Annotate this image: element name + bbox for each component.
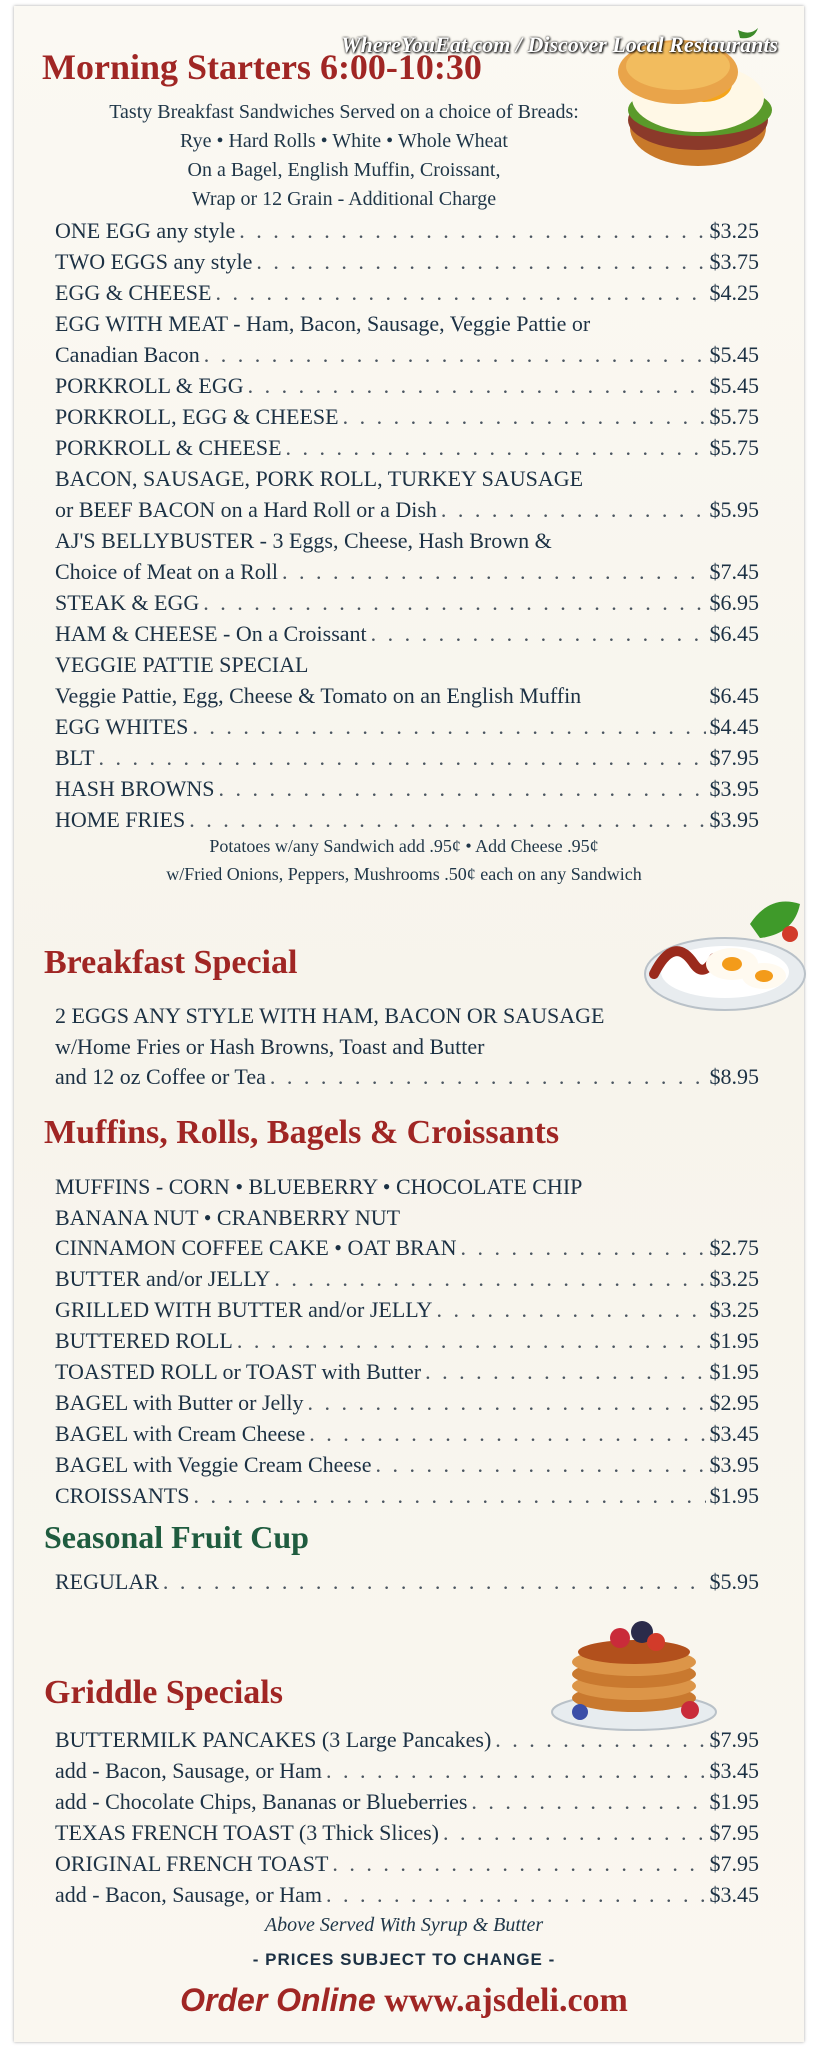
item-price: $7.45 — [709, 559, 759, 584]
dot-leader — [376, 1452, 706, 1478]
menu-item — [55, 1359, 759, 1390]
item-price: $3.95 — [709, 1452, 759, 1477]
item-name: ONE EGG any style — [55, 218, 236, 243]
item-price: $6.95 — [709, 590, 759, 615]
dot-leader — [441, 497, 706, 523]
item-name: add - Bacon, Sausage, or Ham — [55, 1882, 322, 1907]
menu-item — [55, 249, 759, 280]
morning-intro — [44, 98, 644, 214]
morning-starters-heading: Morning Starters 6:00-10:30 — [42, 47, 482, 87]
fruit-cup-heading: Seasonal Fruit Cup — [44, 1519, 309, 1555]
item-price: $7.95 — [709, 745, 759, 770]
item-price: $5.95 — [709, 497, 759, 522]
menu-item — [55, 1727, 759, 1758]
menu-item — [55, 714, 759, 745]
dot-leader — [189, 807, 705, 833]
menu-item — [55, 280, 759, 311]
item-price: $3.95 — [709, 776, 759, 801]
dot-leader — [237, 1328, 706, 1354]
menu-item — [55, 435, 759, 466]
dot-leader — [282, 559, 705, 585]
item-price: $2.95 — [709, 1390, 759, 1415]
item-price: $5.45 — [709, 373, 759, 398]
item-name: BUTTER and/or JELLY — [55, 1266, 271, 1291]
menu-item-line: EGG WITH MEAT - Ham, Bacon, Sausage, Veggie Pattie or — [55, 311, 591, 336]
morning-note — [54, 832, 754, 888]
menu-item — [55, 497, 759, 528]
item-name: Canadian Bacon — [55, 342, 200, 367]
breakfast-line: 2 EGGS ANY STYLE WITH HAM, BACON OR SAUSAGE — [55, 1003, 605, 1028]
item-name: TWO EGGS any style — [55, 249, 253, 274]
item-name: BLT — [55, 745, 95, 770]
item-price: $7.95 — [709, 1851, 759, 1876]
menu-item — [55, 1328, 759, 1359]
menu-item-line: AJ'S BELLYBUSTER - 3 Eggs, Cheese, Hash Brown & — [55, 528, 552, 553]
menu-item — [55, 373, 759, 404]
dot-leader — [270, 1064, 706, 1090]
item-name: BAGEL with Cream Cheese — [55, 1421, 306, 1446]
menu-item — [55, 1390, 759, 1421]
dot-leader — [256, 249, 705, 275]
menu-item — [55, 1064, 759, 1095]
menu-item — [55, 1297, 759, 1328]
item-name: add - Chocolate Chips, Bananas or Blueberries — [55, 1789, 468, 1814]
dot-leader — [308, 1390, 706, 1416]
breakfast-line: w/Home Fries or Hash Browns, Toast and Butter — [55, 1034, 485, 1059]
item-price: $3.95 — [709, 807, 759, 832]
item-name: HASH BROWNS — [55, 776, 215, 801]
menu-item — [55, 1851, 759, 1882]
dot-leader — [286, 435, 706, 461]
item-name: CINNAMON COFFEE CAKE • OAT BRAN — [55, 1235, 457, 1260]
item-price: $2.75 — [709, 1235, 759, 1260]
item-price: $1.95 — [709, 1328, 759, 1353]
dot-leader — [471, 1789, 705, 1815]
item-name: TEXAS FRENCH TOAST (3 Thick Slices) — [55, 1820, 440, 1845]
dot-leader — [203, 590, 705, 616]
item-name: EGG WHITES — [55, 714, 189, 739]
dot-leader — [425, 1359, 705, 1385]
item-name: HOME FRIES — [55, 807, 186, 832]
item-name: GRILLED WITH BUTTER and/or JELLY — [55, 1297, 433, 1322]
dot-leader — [248, 373, 706, 399]
dot-leader — [332, 1851, 705, 1877]
item-name: BAGEL with Butter or Jelly — [55, 1390, 304, 1415]
intro-line: Tasty Breakfast Sandwiches Served on a choice of Breads: — [109, 101, 579, 123]
item-price: $3.75 — [709, 249, 759, 274]
muffins-line: BANANA NUT • CRANBERRY NUT — [55, 1205, 401, 1230]
item-name: PORKROLL & CHEESE — [55, 435, 282, 460]
item-name: ORIGINAL FRENCH TOAST — [55, 1851, 329, 1876]
item-name: Choice of Meat on a Roll — [55, 559, 279, 584]
menu-item — [55, 1820, 759, 1851]
note-line: w/Fried Onions, Peppers, Mushrooms .50¢ each on any Sandwich — [166, 864, 642, 884]
intro-line: Wrap or 12 Grain - Additional Charge — [191, 188, 497, 210]
menu-item — [55, 218, 759, 249]
dot-leader — [163, 1569, 706, 1595]
item-price: $6.45 — [709, 683, 759, 708]
menu-item — [55, 1758, 759, 1789]
item-price: $1.95 — [709, 1483, 759, 1508]
item-name: HAM & CHEESE - On a Croissant — [55, 621, 367, 646]
item-price: $4.25 — [709, 280, 759, 305]
dot-leader — [219, 776, 706, 802]
menu-item-line: VEGGIE PATTIE SPECIAL — [55, 652, 309, 677]
dot-leader — [193, 1483, 705, 1509]
menu-item — [55, 745, 759, 776]
item-price: $8.95 — [709, 1064, 759, 1089]
watermark: WhereYouEat.com / Discover Local Restaurants — [341, 32, 778, 57]
menu-item — [55, 1789, 759, 1820]
menu-item — [55, 342, 759, 373]
item-name: Veggie Pattie, Egg, Cheese & Tomato on an English Muffin — [55, 683, 582, 708]
item-price: $3.45 — [709, 1882, 759, 1907]
dot-leader — [192, 714, 705, 740]
pancake-stack-illustration — [544, 1594, 724, 1734]
note-line: Potatoes w/any Sandwich add .95¢ • Add Cheese .95¢ — [209, 836, 599, 856]
menu-item — [55, 776, 759, 807]
item-price: $5.75 — [709, 404, 759, 429]
eggs-bacon-plate-illustration — [640, 884, 810, 1014]
dot-leader — [215, 280, 705, 306]
item-name: CROISSANTS — [55, 1483, 190, 1508]
menu-page — [14, 6, 804, 2042]
dot-leader — [326, 1758, 706, 1784]
menu-item — [55, 683, 759, 714]
order-online — [54, 1982, 754, 2020]
dot-leader — [371, 621, 706, 647]
muffins-heading: Muffins, Rolls, Bagels & Croissants — [44, 1114, 560, 1151]
item-name: PORKROLL & EGG — [55, 373, 244, 398]
dot-leader — [99, 745, 706, 771]
item-price: $4.45 — [709, 714, 759, 739]
item-name: BUTTERED ROLL — [55, 1328, 233, 1353]
menu-item — [55, 1452, 759, 1483]
item-name: REGULAR — [55, 1569, 159, 1594]
item-price: $3.25 — [709, 1297, 759, 1322]
dot-leader — [461, 1235, 706, 1261]
item-name: add - Bacon, Sausage, or Ham — [55, 1758, 322, 1783]
item-price: $3.45 — [709, 1758, 759, 1783]
item-price: $7.95 — [709, 1820, 759, 1845]
menu-item — [55, 1266, 759, 1297]
item-price: $3.25 — [709, 1266, 759, 1291]
order-online-url[interactable]: www.ajsdeli.com — [384, 1982, 628, 2019]
dot-leader — [204, 342, 706, 368]
item-price: $6.45 — [709, 621, 759, 646]
dot-leader — [443, 1820, 705, 1846]
intro-line: On a Bagel, English Muffin, Croissant, — [187, 159, 501, 181]
item-name: BUTTERMILK PANCAKES (3 Large Pancakes) — [55, 1727, 492, 1752]
dot-leader — [495, 1727, 705, 1753]
item-price: $5.75 — [709, 435, 759, 460]
menu-item — [55, 590, 759, 621]
item-price: $5.95 — [709, 1569, 759, 1594]
dot-leader — [239, 218, 705, 244]
menu-item — [55, 621, 759, 652]
prices-subject-to-change: - PRICES SUBJECT TO CHANGE - — [252, 1950, 556, 1969]
item-name: PORKROLL, EGG & CHEESE — [55, 404, 339, 429]
dot-leader — [436, 1297, 705, 1323]
item-price: $5.45 — [709, 342, 759, 367]
dot-leader — [309, 1421, 705, 1447]
menu-item — [55, 404, 759, 435]
menu-item — [55, 559, 759, 590]
muffins-line: MUFFINS - CORN • BLUEBERRY • CHOCOLATE CHIP — [55, 1174, 583, 1199]
intro-line: Rye • Hard Rolls • White • Whole Wheat — [180, 130, 508, 152]
item-price: $3.25 — [709, 218, 759, 243]
dot-leader — [343, 404, 706, 430]
item-price: $3.45 — [709, 1421, 759, 1446]
dot-leader — [326, 1882, 706, 1908]
breakfast-special-heading: Breakfast Special — [44, 944, 298, 981]
menu-item — [55, 1882, 759, 1913]
griddle-specials-heading: Griddle Specials — [44, 1674, 283, 1711]
item-name: TOASTED ROLL or TOAST with Butter — [55, 1359, 422, 1384]
item-price: $1.95 — [709, 1789, 759, 1814]
served-with-note: Above Served With Syrup & Butter — [264, 1914, 544, 1936]
item-price: $7.95 — [709, 1727, 759, 1752]
menu-item — [55, 1235, 759, 1266]
item-name: STEAK & EGG — [55, 590, 200, 615]
menu-item — [55, 1421, 759, 1452]
item-name: and 12 oz Coffee or Tea — [55, 1064, 266, 1089]
order-online-label: Order Online — [180, 1982, 376, 2018]
item-price: $1.95 — [709, 1359, 759, 1384]
item-name: BAGEL with Veggie Cream Cheese — [55, 1452, 372, 1477]
item-name: EGG & CHEESE — [55, 280, 212, 305]
item-name: or BEEF BACON on a Hard Roll or a Dish — [55, 497, 437, 522]
menu-item-line: BACON, SAUSAGE, PORK ROLL, TURKEY SAUSAGE — [55, 466, 584, 491]
dot-leader — [274, 1266, 705, 1292]
menu-item — [55, 1483, 759, 1514]
